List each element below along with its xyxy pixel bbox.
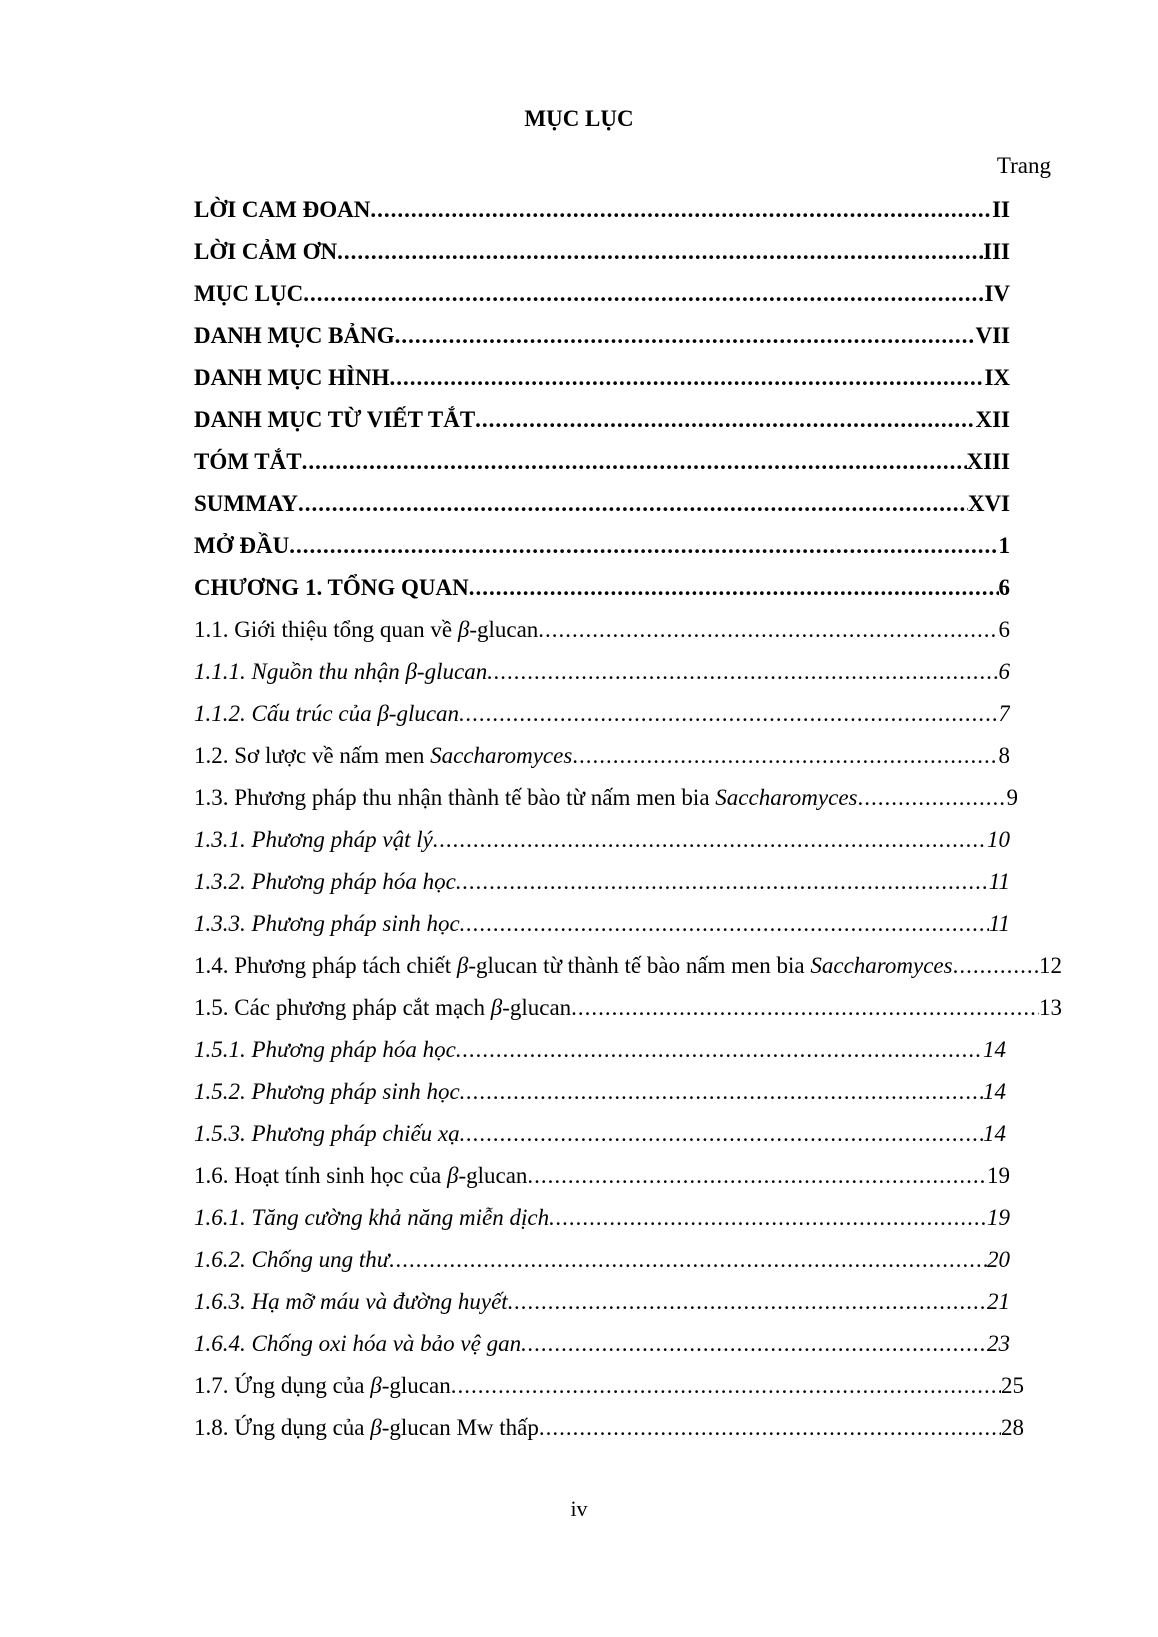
toc-entry-label: [194, 819, 433, 861]
toc-entry-text: 1.6. Hoạt tính sinh học của: [194, 1163, 447, 1188]
toc-entry-label: [194, 945, 953, 987]
toc-entry-label: [194, 1407, 539, 1449]
toc-entry-emphasis: Saccharomyces: [810, 953, 953, 978]
toc-entry-emphasis: Saccharomyces: [430, 743, 573, 768]
toc-entry-label: [194, 1323, 521, 1365]
toc-entry[interactable]: [194, 861, 1010, 903]
toc-entry-text: 1.2. Sơ lược về nấm men: [194, 743, 431, 768]
toc-entry-text: 1.5.1. Phương pháp hóa học: [194, 1037, 456, 1062]
toc-dot-leader: [508, 1281, 987, 1323]
page-column-label: Trang: [996, 153, 1051, 178]
toc-dot-leader: [460, 1113, 983, 1155]
toc-entry[interactable]: [194, 525, 1010, 567]
toc-entry-page: 12: [1039, 953, 1062, 978]
toc-entry-label: [194, 693, 459, 735]
toc-entry-emphasis: β: [457, 617, 470, 642]
toc-entry-label: [194, 1365, 451, 1407]
toc-dot-leader: [487, 651, 998, 693]
toc-entry[interactable]: [194, 651, 1010, 693]
toc-entry[interactable]: [194, 735, 1010, 777]
toc-entry-page: IX: [984, 365, 1010, 390]
toc-entry[interactable]: [194, 441, 1010, 483]
toc-dot-leader: [370, 189, 992, 231]
toc-entry-label: [194, 861, 456, 903]
toc-entry-label: [194, 1281, 508, 1323]
toc-entry-page: 8: [998, 743, 1010, 768]
toc-entry-page: XIII: [966, 449, 1010, 474]
toc-entry-emphasis: β: [370, 1373, 382, 1398]
toc-entry-text: 1.6.4. Chống oxi hóa và bảo vệ gan: [194, 1331, 522, 1356]
page-number: iv: [570, 1496, 588, 1521]
toc-entry-page: 14: [983, 1079, 1006, 1104]
toc-entry-label: [194, 609, 538, 651]
toc-dot-leader: [527, 1155, 987, 1197]
toc-entry-label: [194, 399, 475, 441]
toc-entry-emphasis: β: [490, 995, 503, 1020]
toc-entry[interactable]: [194, 1197, 1010, 1239]
toc-entry-label: [194, 357, 390, 399]
toc-entry-page: 25: [1001, 1373, 1024, 1398]
toc-dot-leader: [337, 231, 983, 273]
toc-dot-leader: [549, 1197, 987, 1239]
toc-dot-leader: [858, 777, 1007, 819]
toc-entry[interactable]: [194, 1323, 1010, 1365]
toc-entry[interactable]: [194, 1113, 1006, 1155]
toc-entry[interactable]: [194, 1071, 1006, 1113]
toc-entry-label: [194, 525, 289, 567]
toc-entry-text: 1.5. Các phương pháp cắt mạch: [194, 995, 491, 1020]
toc-entry[interactable]: [194, 777, 1018, 819]
toc-entry-page: 23: [987, 1331, 1010, 1356]
toc-entry-page: 7: [998, 701, 1010, 726]
toc-entry-text: 1.1. Giới thiệu tổng quan về: [194, 617, 458, 642]
toc-entry-page: 21: [987, 1289, 1010, 1314]
toc-entry-text-tail: -glucan: [458, 1163, 528, 1188]
toc-entry[interactable]: [194, 315, 1010, 357]
toc-entry-label: [194, 441, 302, 483]
toc-entry[interactable]: [194, 399, 1010, 441]
toc-entry-emphasis: β: [456, 953, 469, 978]
toc-entry-page: 19: [987, 1205, 1010, 1230]
toc-dot-leader: [456, 861, 989, 903]
toc-entry[interactable]: [194, 1281, 1010, 1323]
toc-entry-emphasis: Saccharomyces: [715, 785, 858, 810]
toc-dot-leader: [469, 567, 999, 609]
toc-entry-label: [194, 483, 298, 525]
toc-entry-text-tail: -glucan từ thành tế bào nấm men bia: [468, 953, 811, 978]
toc-entry-page: 1: [998, 533, 1010, 558]
toc-entry[interactable]: [194, 987, 1062, 1029]
toc-entry-label: [194, 735, 572, 777]
toc-entry-text: TÓM TẮT: [194, 449, 302, 474]
toc-entry-text: SUMMAY: [194, 491, 298, 516]
toc-entry-text: DANH MỤC TỪ VIẾT TẮT: [194, 407, 476, 432]
page-title: MỤC LỤC: [524, 106, 634, 131]
toc-entry[interactable]: [194, 189, 1010, 231]
toc-dot-leader: [303, 273, 984, 315]
toc-entry-text: 1.3.3. Phương pháp sinh học: [194, 911, 460, 936]
toc-entry[interactable]: [194, 1365, 1024, 1407]
toc-dot-leader: [538, 609, 998, 651]
toc-entry-label: [194, 903, 460, 945]
toc-dot-leader: [298, 483, 968, 525]
toc-entry-text: DANH MỤC BẢNG: [194, 323, 395, 348]
toc-entry-page: 11: [988, 869, 1010, 894]
toc-dot-leader: [460, 903, 989, 945]
toc-entry-text: 1.3.2. Phương pháp hóa học: [194, 869, 456, 894]
toc-entry[interactable]: [194, 819, 1010, 861]
toc-dot-leader: [953, 945, 1039, 987]
toc-entry[interactable]: [194, 1029, 1006, 1071]
toc-entry[interactable]: [194, 1155, 1010, 1197]
toc-entry[interactable]: [194, 945, 1062, 987]
toc-dot-leader: [451, 1365, 1001, 1407]
toc-entry-page: 14: [983, 1121, 1006, 1146]
toc-dot-leader: [433, 819, 987, 861]
toc-entry-page: III: [983, 239, 1010, 264]
toc-dot-leader: [389, 1239, 987, 1281]
toc-entry-text: CHƯƠNG 1. TỔNG QUAN: [194, 575, 469, 600]
toc-entry-page: II: [992, 197, 1010, 222]
toc-dot-leader: [302, 441, 967, 483]
toc-entry-page: 14: [983, 1037, 1006, 1062]
toc-entry-label: [194, 777, 858, 819]
toc-entry-text: 1.6.3. Hạ mỡ máu và đường huyết: [194, 1289, 508, 1314]
toc-entry-page: 19: [987, 1163, 1010, 1188]
toc-dot-leader: [289, 525, 998, 567]
toc-entry-label: [194, 567, 469, 609]
toc-dot-leader: [395, 315, 976, 357]
toc-entry-text-tail: -glucan: [469, 617, 539, 642]
toc-entry-page: XVI: [967, 491, 1010, 516]
toc-entry-label: [194, 1155, 527, 1197]
toc-entry-page: 9: [1006, 785, 1018, 810]
toc-entry-page: 6: [998, 575, 1010, 600]
toc-entry-page: VII: [975, 323, 1010, 348]
toc-entry-text: 1.8. Ứng dụng của: [194, 1415, 371, 1440]
toc-entry-text: LỜI CAM ĐOAN: [194, 197, 371, 222]
toc-entry-label: [194, 1071, 460, 1113]
toc-entry-label: [194, 651, 487, 693]
toc-entry-text: 1.6.1. Tăng cường khả năng miễn dịch: [194, 1205, 550, 1230]
toc-entry[interactable]: [194, 483, 1010, 525]
toc-entry[interactable]: [194, 609, 1010, 651]
toc-entry-text: 1.1.2. Cấu trúc của β-glucan: [194, 701, 460, 726]
toc-entry-text-tail: -glucan: [502, 995, 572, 1020]
toc-entry[interactable]: [194, 1239, 1010, 1281]
toc-entry-page: 10: [987, 827, 1010, 852]
toc-entry-text: 1.4. Phương pháp tách chiết: [194, 953, 457, 978]
toc-entry-label: [194, 189, 370, 231]
toc-entry-page: XII: [975, 407, 1010, 432]
toc-entry[interactable]: [194, 903, 1010, 945]
toc-entry-text: DANH MỤC HÌNH: [194, 365, 390, 390]
toc-entry-page: 28: [1001, 1415, 1024, 1440]
toc-entry-text: 1.6.2. Chống ung thư: [194, 1247, 390, 1272]
toc-entry-emphasis: β: [446, 1163, 459, 1188]
toc-entry-text: LỜI CẢM ƠN: [194, 239, 338, 264]
toc-entry-page: 6: [998, 659, 1010, 684]
toc-entry-text-tail: -glucan: [381, 1373, 451, 1398]
toc-entry-text: 1.7. Ứng dụng của: [194, 1373, 371, 1398]
toc-entry-page: 6: [998, 617, 1010, 642]
toc-dot-leader: [571, 987, 1039, 1029]
toc-dot-leader: [475, 399, 975, 441]
toc-entry-label: [194, 987, 571, 1029]
toc-entry-text-tail: -glucan Mw thấp: [381, 1415, 539, 1440]
toc-entry[interactable]: [194, 231, 1010, 273]
toc-dot-leader: [521, 1323, 987, 1365]
toc-entry[interactable]: [194, 273, 1010, 315]
toc-entry-page: IV: [984, 281, 1010, 306]
toc-entry-label: [194, 315, 395, 357]
toc-dot-leader: [539, 1407, 1001, 1449]
toc-entry-label: [194, 273, 303, 315]
toc-dot-leader: [390, 357, 985, 399]
toc-dot-leader: [460, 1071, 983, 1113]
toc-entry-text: MỤC LỤC: [194, 281, 304, 306]
toc-entry-page: 20: [987, 1247, 1010, 1272]
toc-entry[interactable]: [194, 357, 1010, 399]
toc-entry-text: 1.1.1. Nguồn thu nhận β-glucan: [194, 659, 488, 684]
toc-entry-label: [194, 1029, 456, 1071]
toc-entry-text: MỞ ĐẦU: [194, 533, 290, 558]
toc-entry-label: [194, 1239, 389, 1281]
toc-entry-page: 13: [1039, 995, 1062, 1020]
toc-entry-text: 1.5.2. Phương pháp sinh học: [194, 1079, 460, 1104]
toc-entry-emphasis: β: [370, 1415, 382, 1440]
toc-entry[interactable]: [194, 567, 1010, 609]
toc-entry-text: 1.3. Phương pháp thu nhận thành tế bào từ nấm men bia: [194, 785, 716, 810]
toc-dot-leader: [572, 735, 998, 777]
toc-entry[interactable]: [194, 1407, 1024, 1449]
toc-entry-text: 1.5.3. Phương pháp chiếu xạ: [194, 1121, 460, 1146]
toc-entry-label: [194, 1197, 549, 1239]
toc-dot-leader: [459, 693, 998, 735]
toc-entry-label: [194, 1113, 460, 1155]
toc-entry-page: 11: [988, 911, 1010, 936]
toc-entry-label: [194, 231, 337, 273]
toc-entry[interactable]: [194, 693, 1010, 735]
toc-entry-text: 1.3.1. Phương pháp vật lý: [194, 827, 433, 852]
toc-dot-leader: [456, 1029, 983, 1071]
